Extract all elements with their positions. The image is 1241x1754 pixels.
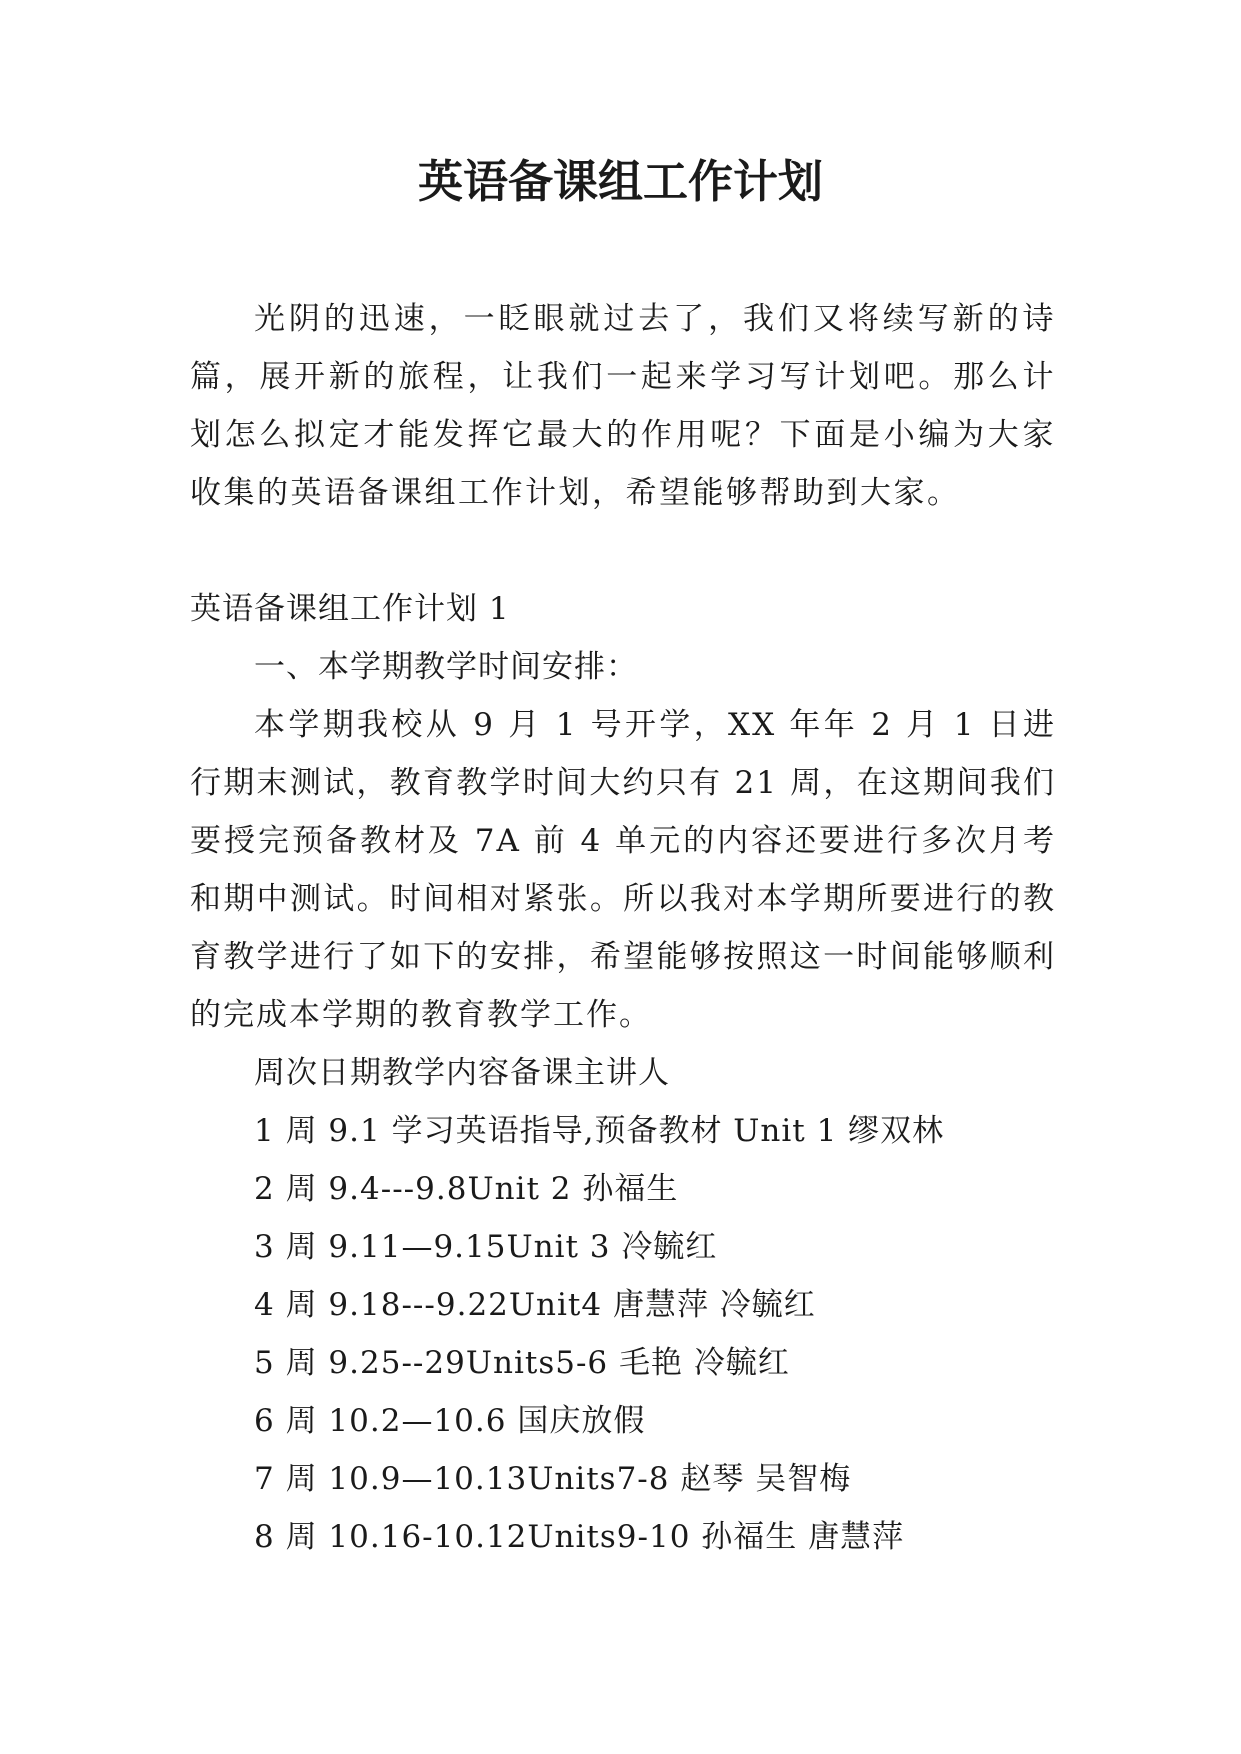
schedule-row: 5 周 9.25--29Units5-6 毛艳 冷毓红	[254, 1345, 790, 1381]
document-title: 英语备课组工作计划	[417, 155, 823, 208]
schedule-row: 4 周 9.18---9.22Unit4 唐慧萍 冷毓红	[254, 1287, 816, 1323]
schedule-row: 3 周 9.11—9.15Unit 3 冷毓红	[254, 1229, 718, 1265]
schedule-row: 7 周 10.9—10.13Units7-8 赵琴 吴智梅	[254, 1461, 852, 1497]
schedule-row: 8 周 10.16-10.12Units9-10 孙福生 唐慧萍	[254, 1519, 905, 1555]
schedule-row: 1 周 9.1 学习英语指导,预备教材 Unit 1 缪双林	[254, 1113, 945, 1149]
schedule-row: 6 周 10.2—10.6 国庆放假	[254, 1403, 646, 1439]
body-paragraph: 本学期我校从 9 月 1 号开学，XX 年年 2 月 1 日进行期末测试，教育教学时间大约只有 21 周，在这期间我们要授完预备教材及 7A 前 4 单元的内容还要进行多次月考和期中测试。时间相对紧张。所以我对本学期所要进行的教育教学进行了如下的安排，希望能够按照这一时间能够顺利的完成本学期的教育教学工作。	[190, 707, 1056, 1033]
schedule-header: 周次日期教学内容备课主讲人	[254, 1055, 670, 1091]
intro-paragraph: 光阴的迅速，一眨眼就过去了，我们又将续写新的诗篇，展开新的旅程，让我们一起来学习写计划吧。那么计划怎么拟定才能发挥它最大的作用呢？下面是小编为大家收集的英语备课组工作计划，希望能够帮助到大家。	[190, 301, 1056, 511]
section-title: 英语备课组工作计划 1	[190, 591, 510, 627]
schedule-row: 2 周 9.4---9.8Unit 2 孙福生	[254, 1171, 679, 1207]
schedule-list	[190, 1102, 1056, 1566]
subheading: 一、本学期教学时间安排：	[254, 649, 638, 685]
document-body	[190, 290, 1056, 1566]
